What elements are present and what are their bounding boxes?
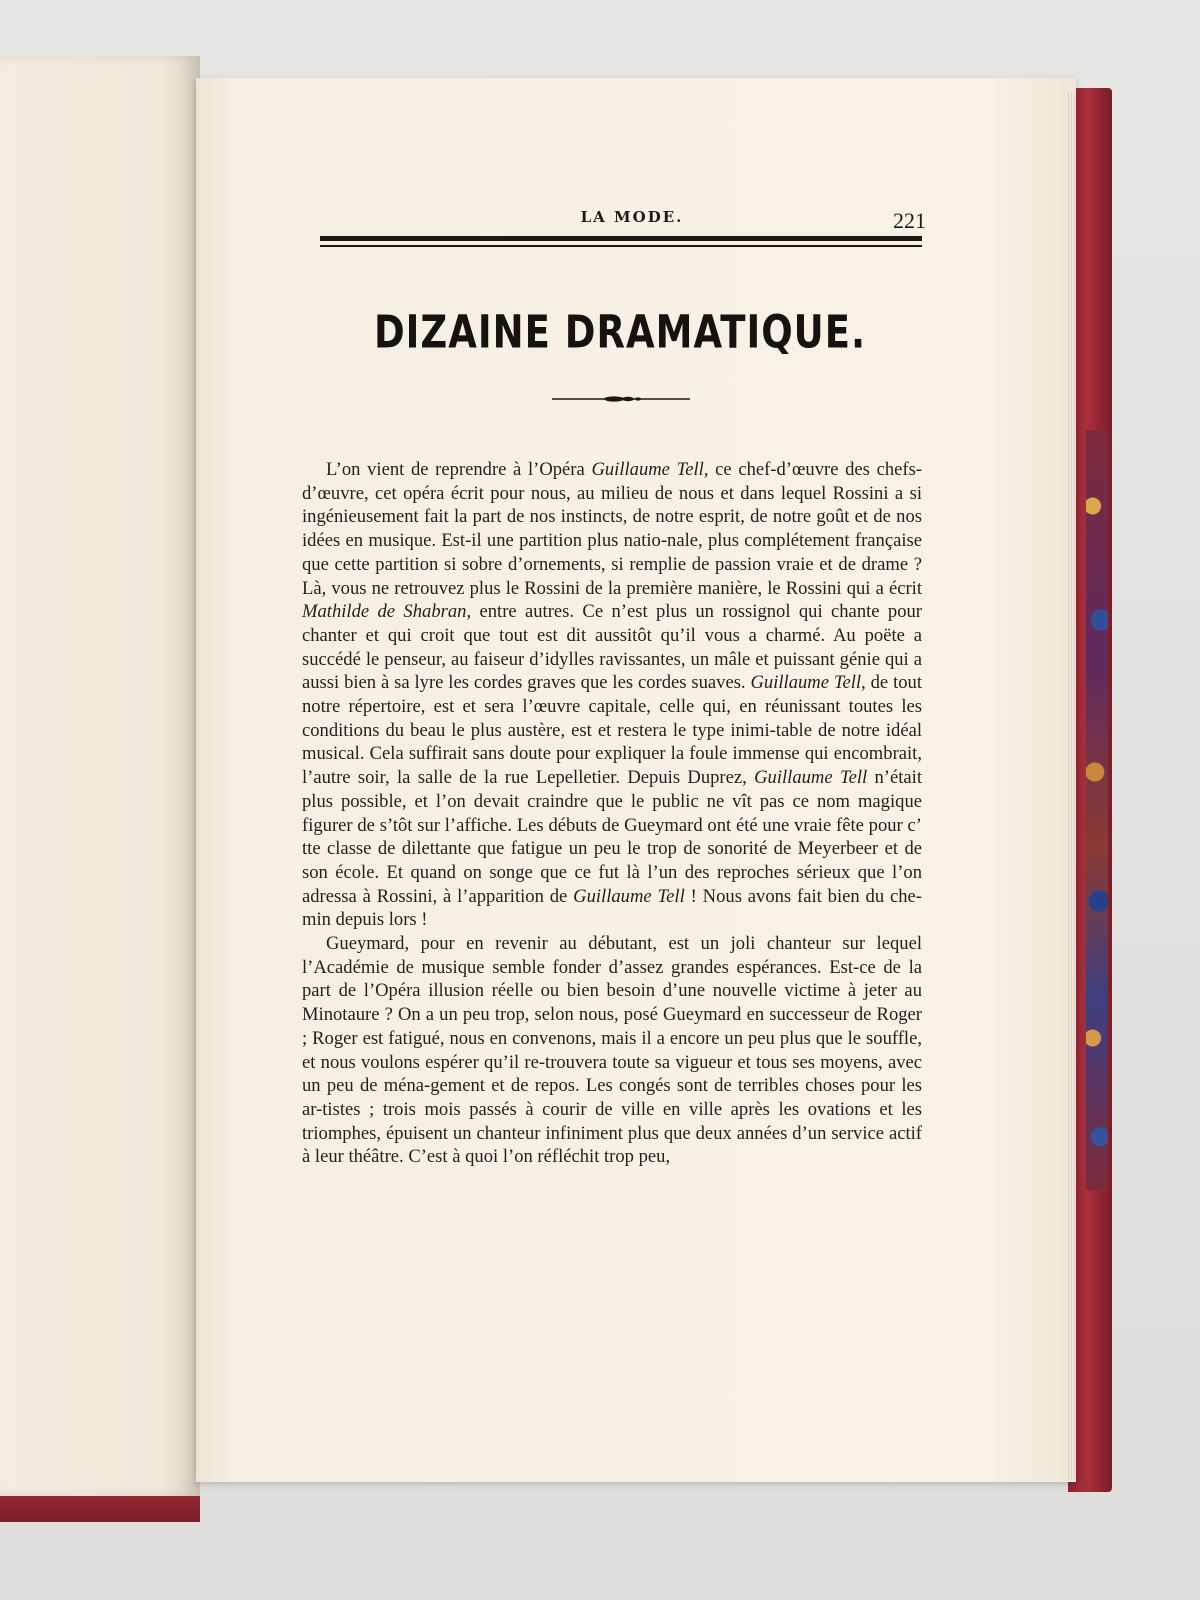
header-rule-thin: [320, 245, 922, 247]
running-head: LA MODE.: [580, 208, 684, 226]
text-run: L’on vient de reprendre à l’Opéra: [326, 459, 592, 480]
italic-title-run: Guillaume Tell: [591, 459, 704, 480]
article-title: DIZAINE DRAMATIQUE.: [373, 306, 867, 359]
text-run: n’était plus possible, et l’on devait craindre que le public ne vît pas ce nom magique figurer de s’tôt sur l’affiche. Les débuts de Gueymard ont été une vraie fête pour c’ tte classe de dilettante que fatigue un peu le trop de sonorité de Meyerbeer et de son école. Et quand on songe que ce fut là l’un des reproches sérieux que l’on adressa à Rossini, à l’apparition de: [302, 767, 923, 907]
text-run: ! Nous avons fait bien du che-min depuis lors !: [302, 885, 923, 931]
page-edges: [1066, 92, 1076, 1480]
article-body: [302, 458, 922, 1169]
page-number: 221: [893, 208, 926, 233]
italic-title-run: Guillaume Tell: [754, 767, 868, 789]
marbled-endpaper: [1086, 430, 1108, 1190]
italic-title-run: Guillaume Tell: [750, 672, 862, 694]
body-paragraph: [302, 458, 922, 932]
body-paragraph: [302, 932, 922, 1169]
left-page: [0, 56, 200, 1496]
text-run: , de tout notre répertoire, est et sera l’œuvre capitale, celle qui, en réunissant toutes les conditions du beau le plus austère, est et restera le type inimi-table de notre idéal musical. Cela suffirait sans doute pour expliquer la foule immense qui encombrait, l’autre soir, la salle de la rue Lepelletier. Depuis Duprez,: [302, 672, 922, 789]
header-rule-thick: [320, 236, 922, 241]
ornament-divider: [552, 394, 690, 404]
italic-title-run: Guillaume Tell: [573, 885, 685, 907]
text-run: , ce chef-d’œuvre des chefs-d’œuvre, cet opéra écrit pour nous, au milieu de nous et dans lequel Rossini a si ingénieusement fait la part de nos instincts, de notre esprit, de notre goût et de nos idées en musique. Est-il une partition plus natio-nale, plus complétement française que cette partition si sobre d’ornements, si remplie de passion vraie et de drame ? Là, vous ne retrouvez plus le Rossini de la première manière, le Rossini qui a écrit: [302, 459, 922, 599]
text-run: , entre autres. Ce n’est plus un rossignol qui chante pour chanter et qui croit que tout est dit aussitôt qu’il vous a charmé. Au poëte a succédé le penseur, au faiseur d’idylles ravissantes, un mâle et puissant génie qui a aussi bien à sa lyre les cordes graves que les cordes suaves.: [302, 601, 922, 694]
italic-title-run: Mathilde de Shabran: [302, 601, 467, 623]
text-run: Gueymard, pour en revenir au débutant, est un joli chanteur sur lequel l’Académie de musique semble fonder d’assez grandes espérances. Est-ce de la part de l’Opéra illusion réelle ou bien besoin d’une nouvelle victime à jeter au Minotaure ? On a un peu trop, selon nous, posé Gueymard en successeur de Roger ; Roger est fatigué, nous en convenons, mais il a encore un peu plus que le souffle, et nous voulons espérer qu’il re-trouvera toute sa vigueur et tous ses moyens, avec un peu de ména-gement et de repos. Les congés sont de terribles choses pour les ar-tistes ; trois mois passés à courir de ville en ville après les ovations et les triomphes, épuisent un chanteur infiniment plus que deux années d’un service actif à leur théâtre. C’est à quoi l’on réfléchit trop peu,: [302, 933, 922, 1168]
